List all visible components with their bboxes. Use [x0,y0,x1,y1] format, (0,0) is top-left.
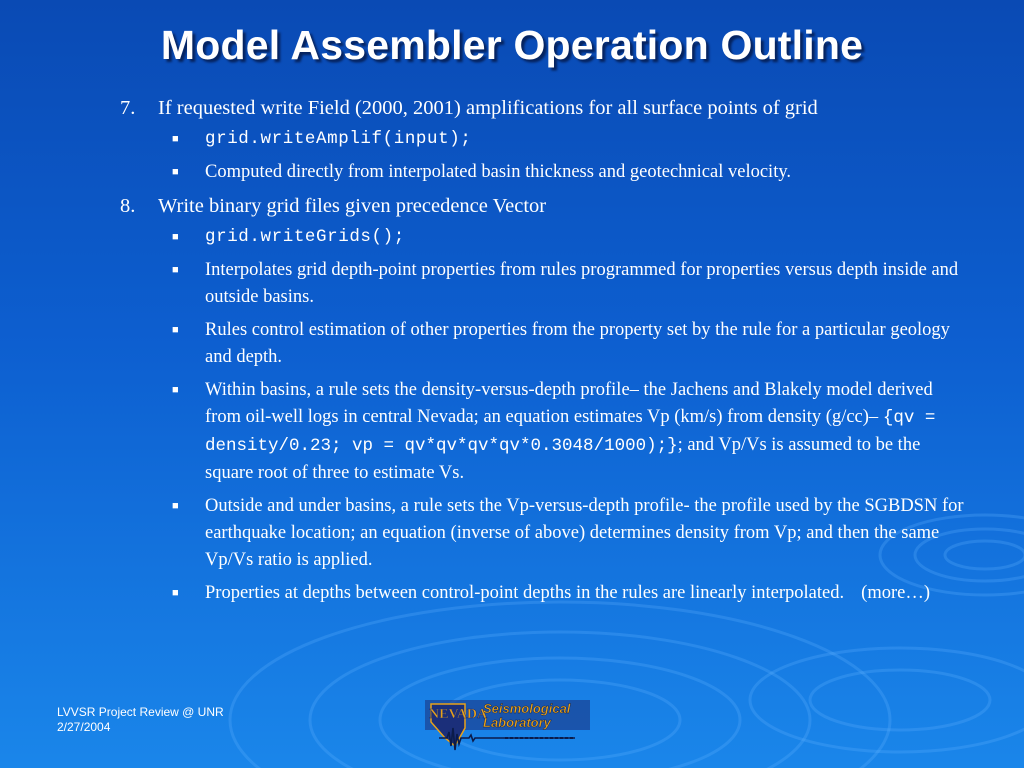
square-bullet-icon: ■ [172,384,179,396]
item-number: 7. [120,97,136,119]
footer [57,705,224,735]
square-bullet-icon: ■ [172,500,179,512]
item-7-bullets [120,126,970,186]
square-bullet-icon: ■ [172,324,179,336]
bullet-item [170,159,970,186]
bullet-text-with-more [205,580,970,607]
item-number: 8. [120,195,136,217]
nevada-seismological-laboratory-logo [425,698,590,760]
bullet-item [170,377,970,487]
bullet-text: Interpolates grid depth-point properties from rules programmed for properties versus depth inside and outside basins. [205,260,959,307]
code-snippet: grid.writeAmplif(input); [205,129,472,149]
bullet-text: ; and Vp/Vs is assumed to be the square root of three to estimate Vs. [205,435,921,483]
bullet-item [170,224,970,251]
footer-project: LVVSR Project Review @ UNR [57,705,224,719]
square-bullet-icon: ■ [172,166,179,178]
bullet-text: Outside and under basins, a rule sets the Vp-versus-depth profile- the profile used by the SGBDSN for earthquake location; an equation (inverse of above) determines density from Vp; and then the same Vp/Vs ratio is applied. [205,496,964,570]
outline-content [120,94,970,613]
footer-date: 2/27/2004 [57,720,111,734]
item-text: Write binary grid files given precedence Vector [158,195,547,217]
logo-line1-text: Seismological [483,701,571,716]
outline-item-8 [120,192,970,220]
logo-line2-text: Laboratory [483,715,551,730]
outline-item-7 [120,94,970,122]
square-bullet-icon: ■ [172,231,179,243]
bullet-text-with-code [205,377,970,487]
bullet-text: Rules control estimation of other properties from the property set by the rule for a particular geology and depth. [205,320,950,367]
bullet-item [170,257,970,311]
logo-state-text: NEVADA [429,707,488,722]
item-8-bullets [120,224,970,607]
bullet-item [170,580,970,607]
square-bullet-icon: ■ [172,264,179,276]
slide-title: Model Assembler Operation Outline [160,22,864,68]
more-indicator: (more…) [861,583,930,603]
bullet-text: Computed directly from interpolated basin thickness and geotechnical velocity. [205,162,792,182]
bullet-item [170,126,970,153]
square-bullet-icon: ■ [172,133,179,145]
bullet-text: Properties at depths between control-point depths in the rules are linearly interpolated. [205,583,845,603]
bullet-item [170,493,970,574]
bullet-text: Within basins, a rule sets the density-versus-depth profile– the Jachens and Blakely model derived from oil-well logs in central Nevada; an equation estimates Vp (km/s) from density (g/cc)– [205,380,933,427]
square-bullet-icon: ■ [172,587,179,599]
item-text: If requested write Field (2000, 2001) amplifications for all surface points of grid [158,97,818,119]
density-equation-code: {qv = density/0.23; vp = qv*qv*qv*qv*0.3048/1000);} [205,408,936,456]
code-snippet: grid.writeGrids(); [205,227,405,247]
bullet-item [170,317,970,371]
